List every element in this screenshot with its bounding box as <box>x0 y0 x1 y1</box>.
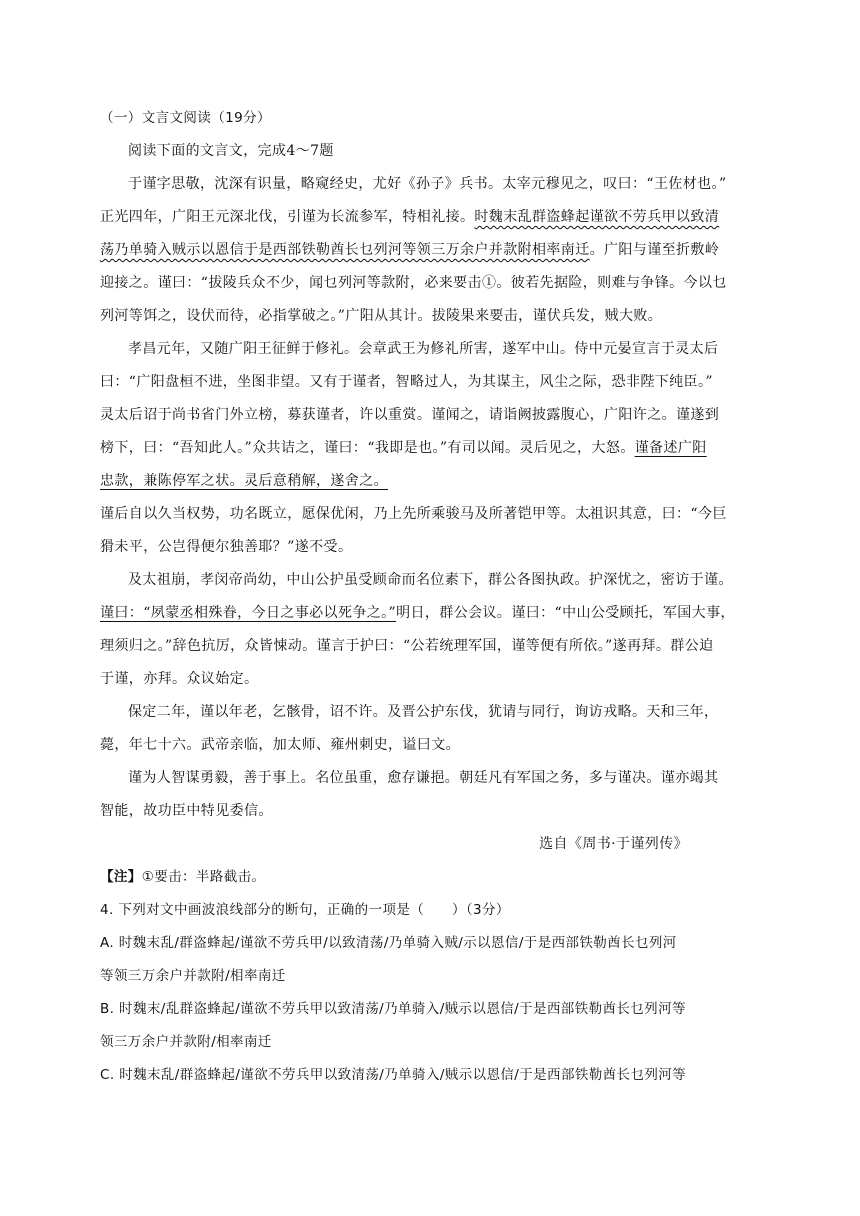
passage-text: 。群公迫 <box>655 638 714 654</box>
source-citation: 选自《周书·于谨列传》 <box>539 836 688 852</box>
passage-line: 及太祖崩，孝闵帝尚幼，中山公护虽受顾命而名位素下，群公各图执政。护深忧之，密访于谨。 <box>128 572 733 588</box>
passage-line: 曰：“广阳盘桓不进，坐图非望。又有于谨者，智略过人，为其谋主，风尘之际，恐非陛下纯臣。” <box>100 374 713 390</box>
option-a-line-1: A. 时魏末乱/群盗蜂起/谨欲不劳兵甲/以致清荡/乃单骑入贼/示以恩信/于是西部铁勒酋长乜列河 <box>100 935 677 951</box>
passage-line <box>100 201 760 234</box>
passage-line <box>100 168 760 201</box>
passage-line <box>100 465 760 498</box>
instruction: 阅读下面的文言文，完成4～7题 <box>128 143 334 159</box>
option-a-line-2: 等领三万余户并款附/相率南迁 <box>100 968 286 984</box>
note-tag: 【注】 <box>100 869 142 885</box>
passage-line: 智能，故功臣中特见委信。 <box>100 803 273 819</box>
note <box>100 861 760 894</box>
dotted-term: 赏 · <box>402 407 416 423</box>
passage-line: 列河等饵之，设伏而待，必指掌破之。”广阳从其计。拔陵果来要击，谨伏兵发，贼大败。 <box>100 308 663 324</box>
document-content <box>100 102 760 1092</box>
section-title: （一）文言文阅读（19分） <box>100 110 271 126</box>
wavy-underlined-text: 时魏末乱群盗蜂起谨欲不劳兵甲以致清 <box>474 209 720 225</box>
passage-line: 薨，年七十六。武帝亲临，加太师、雍州刺史，谥曰文。 <box>100 737 460 753</box>
underlined-text: 谨备述广阳 <box>634 440 707 456</box>
passage-text: 谨后自以久当权势，功名既立，愿保优闲，乃上先所乘骏马及所著铠甲等。 <box>100 506 576 522</box>
passage-text: 门外立榜，募获谨者，许以重 <box>215 407 403 423</box>
note-text: ①要击：半路截击。 <box>141 869 266 885</box>
passage-line: 于谨，亦拜。众议始定。 <box>100 671 259 687</box>
passage-line <box>100 234 760 267</box>
option-b-line-2: 领三万余户并款附/相率南迁 <box>100 1034 272 1050</box>
passage-line <box>100 630 760 663</box>
passage-line: 孝昌元年，又随广阳王征鲜于修礼。会章武王为修礼所害，遂军中山。侍中元晏宣言于灵太后 <box>128 341 719 357</box>
option-b-line-1: B. 时魏末/乱群盗蜂起/谨欲不劳兵甲以致清荡/乃单骑入/贼示以恩信/于是西部铁勒酋长乜列河等 <box>100 1001 686 1017</box>
passage-text: 。谨闻之，请诣阙披露腹心，广阳许之。谨遂到 <box>416 407 720 423</box>
dotted-term: 拜 · <box>641 638 655 654</box>
option-c-line-1: C. 时魏末乱/群盗蜂起/谨欲不劳兵甲以致清荡/乃单骑入/贼示以恩信/于是西部铁勒酋长乜列河等 <box>100 1067 687 1083</box>
passage-text: 于谨字思敬，沈深有识量，略窥经史，尤好《孙子》兵书。太宰元穆见之，叹曰：“王佐材也。” <box>128 176 727 192</box>
passage-line: 迎接之。谨曰：“拔陵兵众不少，闻乜列河等款附，必来要击①。彼若先据险，则难与争锋。今以乜 <box>100 275 727 291</box>
underlined-text: 谨曰：“夙蒙丞相殊眷，今日之事必以死争之。” <box>100 605 397 621</box>
passage-text: 明日，群公会议。谨曰：“中山公受顾托，军国大事， <box>396 605 735 621</box>
dotted-term: 尚书省 · <box>172 407 215 423</box>
passage-line <box>100 432 760 465</box>
dotted-term: 太祖 · <box>575 506 604 522</box>
passage-line: 保定二年，谨以年老，乞骸骨，诏不许。及晋公护东伐，犹请与同行，询访戎略。天和三年， <box>128 704 719 720</box>
passage-text: 灵太后诏于 <box>100 407 172 423</box>
question-stem: 4. 下列对文中画波浪线部分的断句，正确的一项是（ ）（3分） <box>100 902 510 918</box>
passage-line <box>100 498 760 531</box>
passage-text: 理须归之。”辞色抗厉，众皆悚动。谨言于护曰：“公若统理军国，谨等便有所依。”遂再 <box>100 638 642 654</box>
passage-text: 正光四年，广阳王元深北伐，引谨为长流参军，特相礼接。 <box>100 209 475 225</box>
passage-line <box>100 597 760 630</box>
underlined-text: 忠款，兼陈停军之状。灵后意稍解，遂舍之。 <box>100 473 388 489</box>
wavy-underlined-text: 荡乃单骑入贼示以恩信于是西部铁勒酋长乜列河等领三万余户并款附相率南迁 <box>100 242 590 258</box>
passage-text: 。广阳与谨至折敷岭 <box>589 242 720 258</box>
passage-line: 谨为人智谋勇毅，善于事上。名位虽重，愈存谦挹。朝廷凡有军国之务，多与谨决。谨亦竭其 <box>128 770 719 786</box>
passage-text: 榜下，曰：“吾知此人。”众共诘之，谨曰：“我即是也。”有司以闻。灵后见之，大怒。 <box>100 440 635 456</box>
passage-line <box>100 399 760 432</box>
passage-text: 识其意，曰：“今巨 <box>604 506 727 522</box>
passage-line: 猾未平，公岂得便尔独善耶？”遂不受。 <box>100 539 353 555</box>
